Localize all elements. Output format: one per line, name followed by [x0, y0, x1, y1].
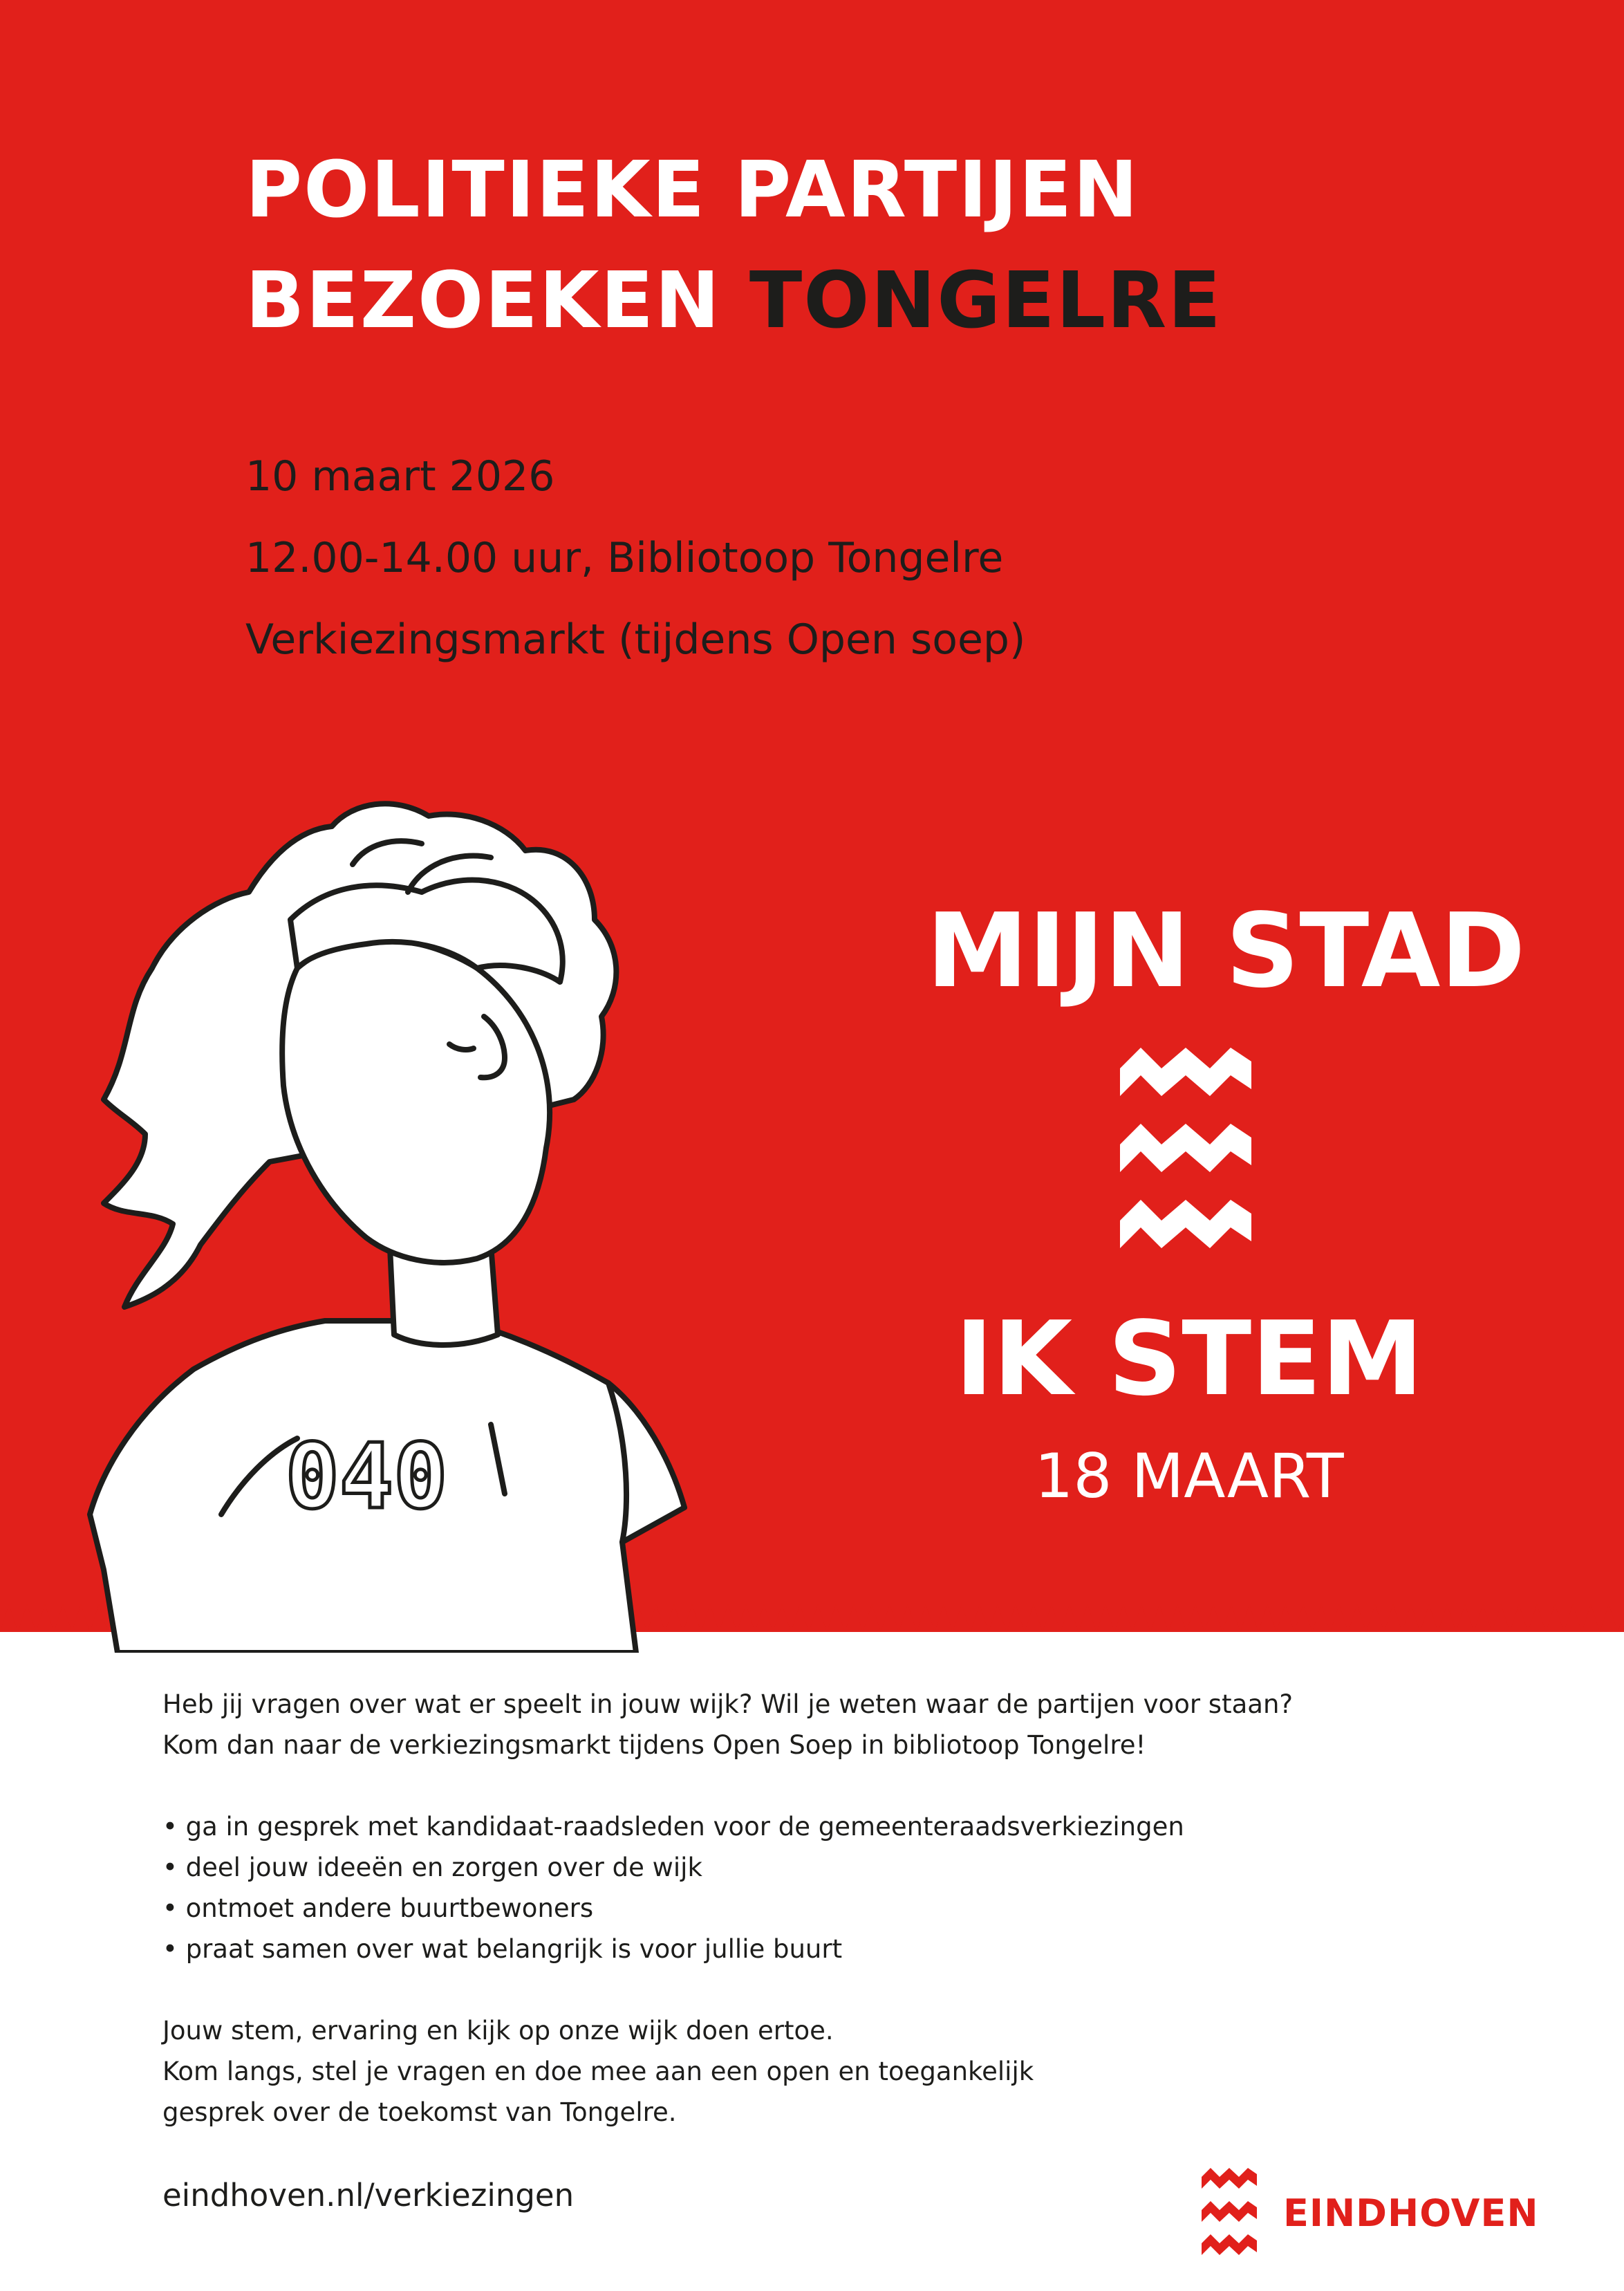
heading-line2-white: BEZOEKEN — [245, 256, 721, 346]
bullet-item: • praat samen over wat belangrijk is voor jullie buurt — [162, 1934, 843, 1964]
campaign-slogan-top: MIJN STAD — [926, 891, 1526, 1010]
heading-line2-dark: TONGELRE — [749, 256, 1222, 346]
closing-line: Kom langs, stel je vragen en doe mee aan een open en toegankelijk — [162, 2057, 1034, 2086]
poster-heading — [245, 135, 1222, 356]
shirt-number: 040 — [285, 1424, 448, 1529]
eindhoven-wave-emblem — [1120, 1041, 1251, 1262]
event-time-place: 12.00-14.00 uur, Bibliotoop Tongelre — [245, 534, 1004, 582]
website-link[interactable]: eindhoven.nl/verkiezingen — [162, 2177, 575, 2214]
person-illustration — [62, 761, 726, 1653]
campaign-slogan-bottom: IK STEM — [955, 1299, 1424, 1418]
election-date: 18 MAART — [1034, 1440, 1344, 1512]
intro-line: Heb jij vragen over wat er speelt in jouw wijk? Wil je weten waar de partijen voor staan? — [162, 1689, 1294, 1719]
eindhoven-logo-icon — [1202, 2164, 1257, 2261]
bullet-item: • ontmoet andere buurtbewoners — [162, 1893, 594, 1923]
heading-line1: POLITIEKE PARTIJEN — [245, 145, 1139, 235]
event-occasion: Verkiezingsmarkt (tijdens Open soep) — [245, 615, 1026, 664]
closing-line: gesprek over de toekomst van Tongelre. — [162, 2097, 677, 2127]
eindhoven-logo-text: EINDHOVEN — [1283, 2191, 1539, 2235]
bullet-item: • deel jouw ideeën en zorgen over de wijk — [162, 1853, 702, 1882]
bullet-item: • ga in gesprek met kandidaat-raadsleden voor de gemeenteraadsverkiezingen — [162, 1812, 1184, 1842]
body-copy — [162, 1684, 1476, 2133]
event-date: 10 maart 2026 — [245, 452, 555, 501]
eindhoven-logo — [1202, 2164, 1539, 2261]
event-details — [245, 436, 1025, 680]
closing-line: Jouw stem, ervaring en kijk op onze wijk doen ertoe. — [162, 2016, 834, 2046]
intro-line: Kom dan naar de verkiezingsmarkt tijdens Open Soep in bibliotoop Tongelre! — [162, 1730, 1146, 1760]
